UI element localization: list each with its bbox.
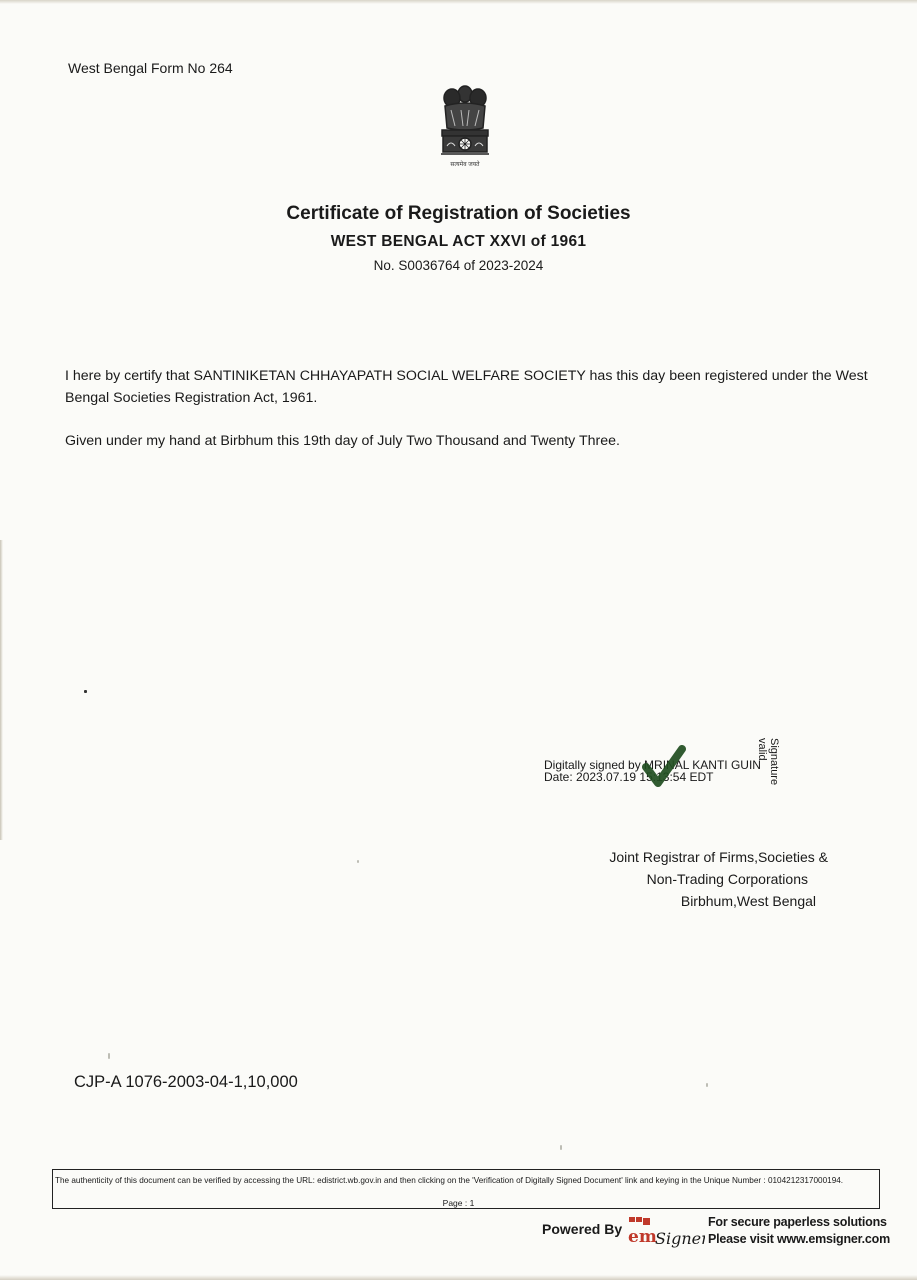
scan-speck: [560, 1145, 562, 1150]
registration-number: No. S0036764 of 2023-2024: [373, 258, 544, 273]
signature-valid-check-icon: [642, 745, 686, 789]
svg-text:em: em: [628, 1227, 657, 1247]
registrar-title-line2: Non-Trading Corporations: [646, 871, 808, 887]
act-title: WEST BENGAL ACT XXVI of 1961: [330, 233, 587, 250]
signature-validity-word-2: valid: [756, 738, 768, 761]
form-number: West Bengal Form No 264: [68, 60, 233, 76]
promo-line-2: Please visit www.emsigner.com: [708, 1232, 891, 1246]
scan-edge-left: [0, 540, 3, 840]
svg-text:Signer: Signer: [655, 1229, 705, 1248]
powered-by-label: Powered By: [542, 1221, 623, 1237]
given-under-hand-paragraph: Given under my hand at Birbhum this 19th day of July Two Thousand and Twenty Three.: [65, 433, 620, 449]
registrar-location: Birbhum,West Bengal: [680, 893, 816, 909]
page-number: Page : 1: [442, 1198, 475, 1208]
signature-date: Date: 2023.07.19 15:13:54 EDT: [544, 769, 714, 784]
signed-by-line: Digitally signed by MRINAL KANTI GUIN: [544, 758, 761, 772]
scan-speck: [108, 1053, 110, 1059]
promo-line-1: For secure paperless solutions: [708, 1215, 887, 1229]
signature-validity-word-1: Signature: [768, 738, 780, 786]
signature-validity-label: [752, 738, 782, 798]
emsigner-logo: [627, 1214, 705, 1250]
scan-speck: [357, 860, 359, 863]
emsigner-promo: [708, 1214, 890, 1248]
scan-speck: [84, 690, 87, 693]
scan-speck: [706, 1083, 708, 1087]
verification-text: The authenticity of this document can be verified by accessing the URL: edistrict.wb.gov.in and then clicking on the 'Verification of Digitally Signed Document' link and keying in the Unique Number : 0104212317000194.: [55, 1176, 844, 1185]
certification-paragraph: I here by certify that SANTINIKETAN CHHAYAPATH SOCIAL WELFARE SOCIETY has this day been registered under the West Bengal Societies Registration Act, 1961.: [65, 368, 868, 406]
scan-edge-top: [0, 0, 917, 4]
state-emblem-icon: [433, 80, 497, 176]
emblem-motto: सत्यमेव जयते: [450, 162, 480, 168]
cjp-code: CJP-A 1076-2003-04-1,10,000: [74, 1073, 298, 1091]
certificate-title: Certificate of Registration of Societies: [286, 203, 631, 224]
registrar-title-line1: Joint Registrar of Firms,Societies &: [609, 849, 828, 865]
scan-edge-bottom: [0, 1275, 917, 1280]
